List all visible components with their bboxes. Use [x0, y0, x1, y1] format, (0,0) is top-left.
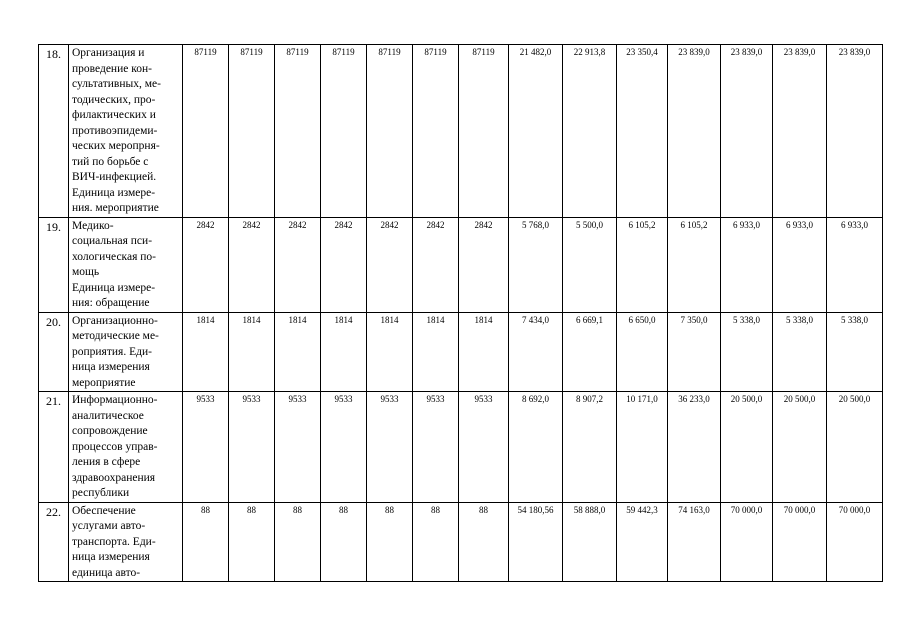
value-cell: 1814 — [183, 312, 229, 392]
value-cell: 6 105,2 — [668, 217, 721, 312]
value-cell: 6 105,2 — [617, 217, 668, 312]
name-line: единица авто- — [72, 566, 141, 579]
row-number: 22. — [39, 502, 69, 582]
value-cell: 5 768,0 — [509, 217, 563, 312]
row-number: 20. — [39, 312, 69, 392]
value-cell: 87119 — [229, 45, 275, 218]
value-cell: 5 338,0 — [773, 312, 827, 392]
value-cell: 87119 — [459, 45, 509, 218]
value-cell: 23 350,4 — [617, 45, 668, 218]
value-cell: 2842 — [367, 217, 413, 312]
value-cell: 2842 — [459, 217, 509, 312]
value-cell: 23 839,0 — [721, 45, 773, 218]
value-cell: 8 907,2 — [563, 392, 617, 503]
value-cell: 70 000,0 — [721, 502, 773, 582]
name-line: проведение кон- — [72, 62, 152, 75]
value-cell: 23 839,0 — [773, 45, 827, 218]
value-cell: 9533 — [183, 392, 229, 503]
name-line: ница измерения — [72, 361, 150, 373]
value-cell: 2842 — [229, 217, 275, 312]
name-line: ческих меропрня- — [72, 140, 160, 152]
value-cell: 5 338,0 — [721, 312, 773, 392]
value-cell: 6 933,0 — [721, 217, 773, 312]
value-cell: 21 482,0 — [509, 45, 563, 218]
service-name — [69, 392, 183, 503]
value-cell: 8 692,0 — [509, 392, 563, 503]
value-cell: 1814 — [321, 312, 367, 392]
value-cell: 2842 — [413, 217, 459, 312]
value-cell: 20 500,0 — [721, 392, 773, 503]
name-line: аналитическое — [72, 409, 144, 422]
name-line: сультативных, ме- — [72, 78, 161, 90]
name-line: методические ме- — [72, 330, 159, 342]
data-table — [38, 44, 883, 582]
name-line: филактических и — [72, 109, 156, 121]
value-cell: 6 933,0 — [827, 217, 883, 312]
service-name — [69, 502, 183, 582]
value-cell: 88 — [367, 502, 413, 582]
value-cell: 2842 — [321, 217, 367, 312]
value-cell: 2842 — [275, 217, 321, 312]
name-line: противоэпидеми- — [72, 124, 158, 137]
name-line: ВИЧ-инфекцией. — [72, 171, 157, 183]
value-cell: 5 500,0 — [563, 217, 617, 312]
value-cell: 5 338,0 — [827, 312, 883, 392]
value-cell: 1814 — [367, 312, 413, 392]
name-line: ния. мероприятие — [72, 202, 159, 214]
value-cell: 74 163,0 — [668, 502, 721, 582]
value-cell: 88 — [459, 502, 509, 582]
value-cell: 22 913,8 — [563, 45, 617, 218]
value-cell: 2842 — [183, 217, 229, 312]
table-row — [39, 392, 883, 503]
value-cell: 87119 — [275, 45, 321, 218]
value-cell: 70 000,0 — [827, 502, 883, 582]
value-cell: 1814 — [413, 312, 459, 392]
value-cell: 88 — [321, 502, 367, 582]
name-line: социальная пси- — [72, 235, 153, 247]
table-row — [39, 45, 883, 218]
name-line: Единица измере- — [72, 186, 156, 199]
table-row — [39, 502, 883, 582]
name-line: хологическая по- — [72, 250, 156, 263]
name-line: Информационно- — [72, 394, 158, 406]
value-cell: 6 669,1 — [563, 312, 617, 392]
table-row — [39, 312, 883, 392]
name-line: здравоохранения — [72, 471, 156, 484]
value-cell: 87119 — [183, 45, 229, 218]
row-number: 18. — [39, 45, 69, 218]
name-line: Медико- — [72, 219, 114, 232]
value-cell: 88 — [413, 502, 459, 582]
value-cell: 58 888,0 — [563, 502, 617, 582]
value-cell: 20 500,0 — [827, 392, 883, 503]
value-cell: 87119 — [321, 45, 367, 218]
value-cell: 88 — [183, 502, 229, 582]
value-cell: 70 000,0 — [773, 502, 827, 582]
value-cell: 59 442,3 — [617, 502, 668, 582]
value-cell: 20 500,0 — [773, 392, 827, 503]
value-cell: 6 650,0 — [617, 312, 668, 392]
name-line: роприятия. Еди- — [72, 345, 152, 358]
service-name — [69, 45, 183, 218]
value-cell: 36 233,0 — [668, 392, 721, 503]
name-line: мероприятие — [72, 376, 136, 389]
value-cell: 88 — [275, 502, 321, 582]
row-number: 19. — [39, 217, 69, 312]
value-cell: 23 839,0 — [668, 45, 721, 218]
value-cell: 87119 — [413, 45, 459, 218]
value-cell: 1814 — [275, 312, 321, 392]
name-line: ления в сфере — [72, 456, 141, 468]
value-cell: 9533 — [275, 392, 321, 503]
name-line: тодических, про- — [72, 93, 156, 106]
value-cell: 9533 — [229, 392, 275, 503]
value-cell: 10 171,0 — [617, 392, 668, 503]
value-cell: 9533 — [321, 392, 367, 503]
table-row — [39, 217, 883, 312]
name-line: ница измерения — [72, 551, 150, 563]
name-line: транспорта. Еди- — [72, 535, 156, 548]
value-cell: 9533 — [459, 392, 509, 503]
value-cell: 7 350,0 — [668, 312, 721, 392]
value-cell: 87119 — [367, 45, 413, 218]
name-line: Организационно- — [72, 314, 158, 327]
value-cell: 54 180,56 — [509, 502, 563, 582]
service-name — [69, 217, 183, 312]
name-line: Обеспечение — [72, 504, 136, 517]
value-cell: 1814 — [229, 312, 275, 392]
value-cell: 9533 — [367, 392, 413, 503]
row-number: 21. — [39, 392, 69, 503]
value-cell: 9533 — [413, 392, 459, 503]
value-cell: 23 839,0 — [827, 45, 883, 218]
name-line: сопровождение — [72, 425, 148, 437]
name-line: тий по борьбе с — [72, 155, 149, 168]
name-line: ния: обращение — [72, 297, 150, 309]
name-line: Организация и — [72, 47, 145, 59]
name-line: мощь — [72, 266, 100, 278]
name-line: республики — [72, 487, 130, 499]
value-cell: 1814 — [459, 312, 509, 392]
service-name — [69, 312, 183, 392]
name-line: процессов управ- — [72, 440, 158, 453]
value-cell: 88 — [229, 502, 275, 582]
name-line: Единица измере- — [72, 281, 156, 294]
name-line: услугами авто- — [72, 520, 146, 532]
value-cell: 7 434,0 — [509, 312, 563, 392]
value-cell: 6 933,0 — [773, 217, 827, 312]
